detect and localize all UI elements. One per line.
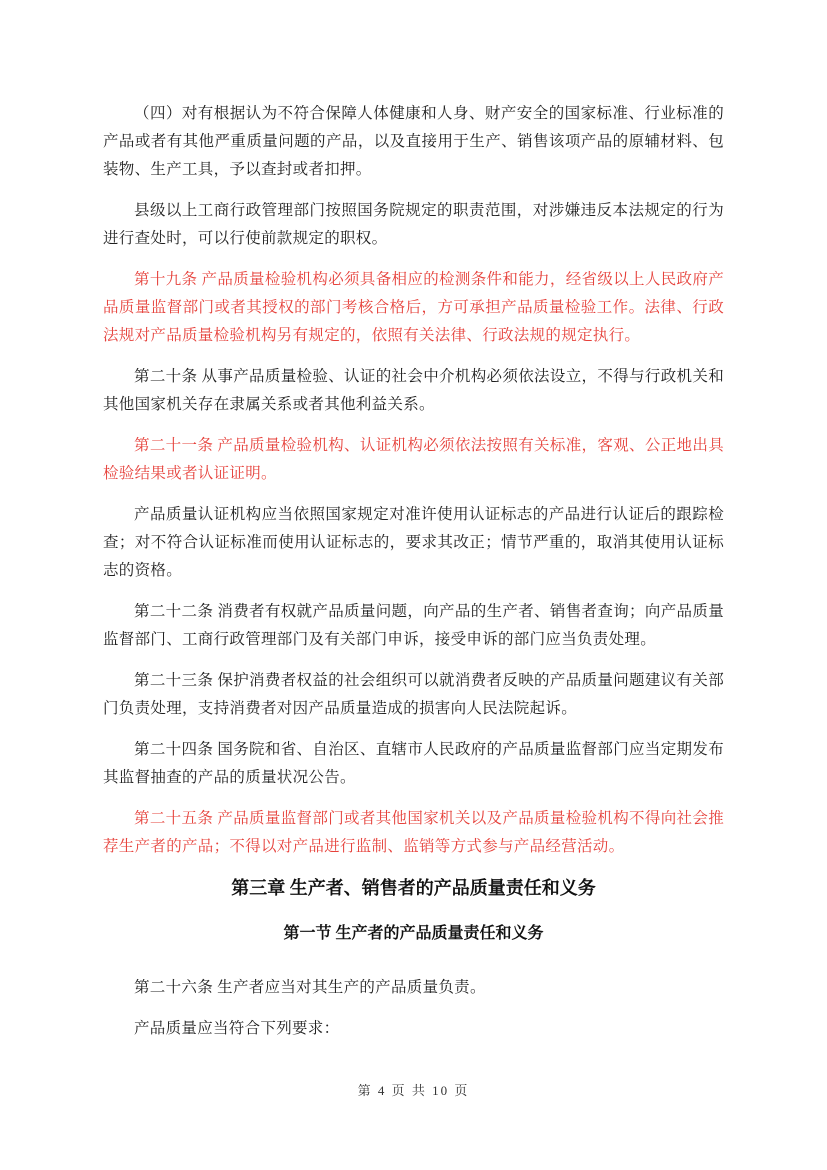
chapter-heading: 第三章 生产者、销售者的产品质量责任和义务	[231, 878, 596, 898]
paragraph-article-21: 第二十一条 产品质量检验机构、认证机构必须依法按照有关标准，客观、公正地出具检验结果或者认证证明。	[103, 437, 724, 482]
paragraph-article-20: 第二十条 从事产品质量检验、认证的社会中介机构必须依法设立，不得与行政机关和其他国家机关存在隶属关系或者其他利益关系。	[103, 368, 724, 413]
paragraph-article-22: 第二十二条 消费者有权就产品质量问题，向产品的生产者、销售者查询；向产品质量监督部门、工商行政管理部门及有关部门申诉，接受申诉的部门应当负责处理。	[103, 603, 724, 648]
page-footer	[0, 1080, 827, 1099]
section-heading: 第一节 生产者的产品质量责任和义务	[283, 925, 544, 942]
paragraph: 产品质量应当符合下列要求：	[134, 1020, 340, 1037]
paragraph-article-23: 第二十三条 保护消费者权益的社会组织可以就消费者反映的产品质量问题建议有关部门负责处理，支持消费者对因产品质量造成的损害向人民法院起诉。	[103, 672, 724, 717]
paragraph-article-25: 第二十五条 产品质量监督部门或者其他国家机关以及产品质量检验机构不得向社会推荐生产者的产品；不得以对产品进行监制、监销等方式参与产品经营活动。	[103, 810, 724, 855]
paragraph-article-19: 第十九条 产品质量检验机构必须具备相应的检测条件和能力，经省级以上人民政府产品质量监督部门或者其授权的部门考核合格后，方可承担产品质量检验工作。法律、行政法规对产品质量检验机构另有规定的，依照有关法律、行政法规的规定执行。	[103, 271, 724, 344]
paragraph: （四）对有根据认为不符合保障人体健康和人身、财产安全的国家标准、行业标准的产品或者有其他严重质量问题的产品，以及直接用于生产、销售该项产品的原辅材料、包装物、生产工具，予以查封或者扣押。	[103, 105, 724, 178]
page-number-indicator: 第 4 页 共 10 页	[357, 1083, 470, 1098]
paragraph: 产品质量认证机构应当依照国家规定对准许使用认证标志的产品进行认证后的跟踪检查；对不符合认证标准而使用认证标志的，要求其改正；情节严重的，取消其使用认证标志的资格。	[103, 506, 724, 579]
paragraph-article-24: 第二十四条 国务院和省、自治区、直辖市人民政府的产品质量监督部门应当定期发布其监督抽查的产品的质量状况公告。	[103, 741, 724, 786]
paragraph-article-26: 第二十六条 生产者应当对其生产的产品质量负责。	[134, 979, 486, 996]
paragraph: 县级以上工商行政管理部门按照国务院规定的职责范围，对涉嫌违反本法规定的行为进行查处时，可以行使前款规定的职权。	[103, 202, 724, 247]
